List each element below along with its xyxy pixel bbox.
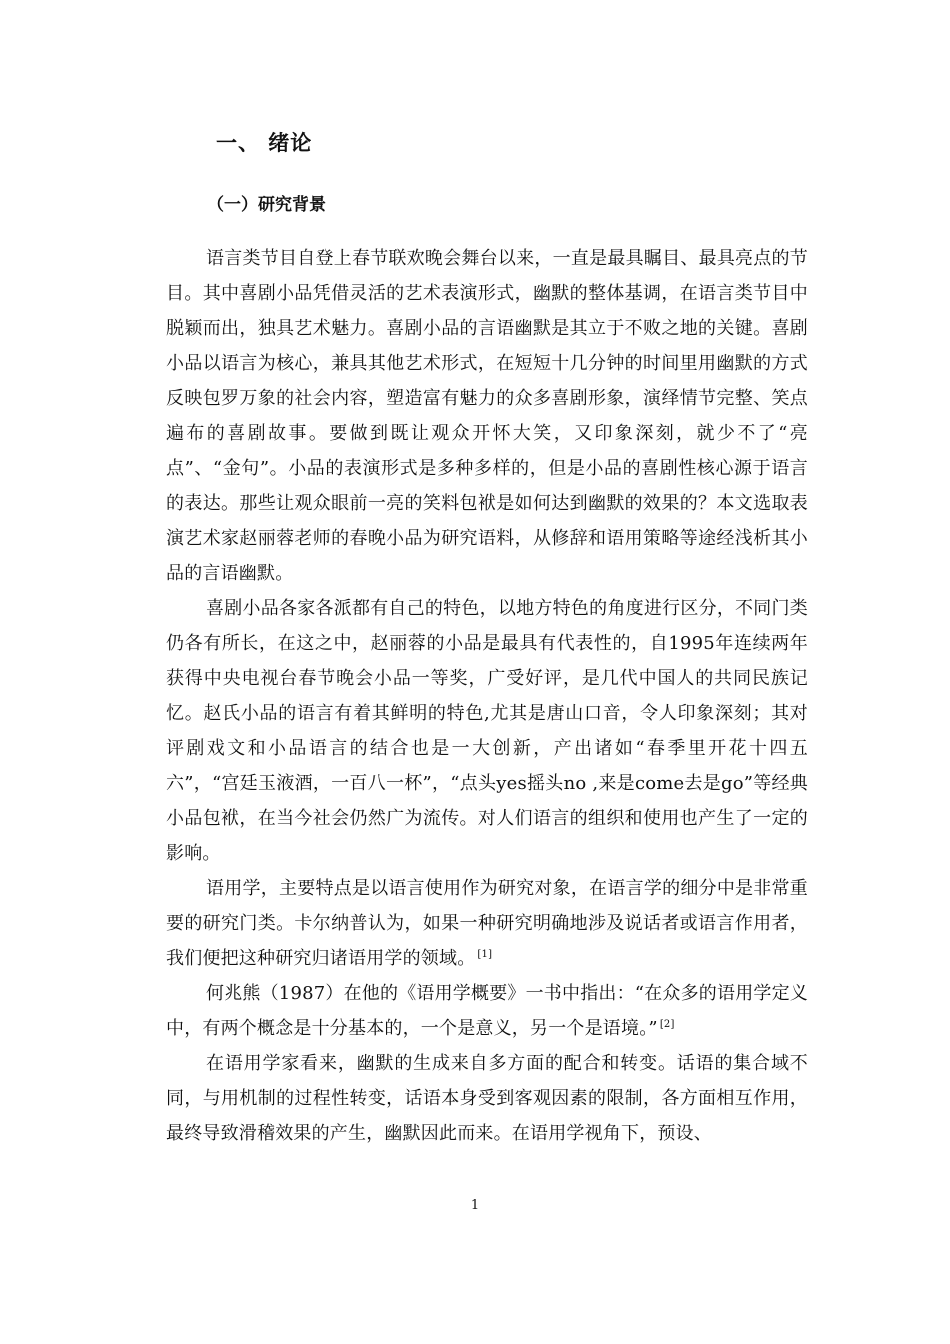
paragraph-text: 语言类节目自登上春节联欢晚会舞台以来，一直是最具瞩目、最具亮点的节目。其中喜剧小品凭借灵活的艺术表演形式，幽默的整体基调，在语言类节目中脱颖而出，独具艺术魅力。喜剧小品的言语幽默是其立于不败之地的关键。喜剧小品以语言为核心，兼具其他艺术形式，在短短十几分钟的时间里用幽默的方式反映包罗万象的社会内容，塑造富有魅力的众多喜剧形象，演绎情节完整、笑点遍布的喜剧故事。要做到既让观众开怀大笑，又印象深刻，就少不了“亮点”、“金句”。小品的表演形式是多种多样的，但是小品的喜剧性核心源于语言的表达。那些让观众眼前一亮的笑料包袱是如何达到幽默的效果的？本文选取表演艺术家赵丽蓉老师的春晚小品为研究语料，从修辞和语用策略等途经浅析其小品的言语幽默。 bbox=[166, 248, 808, 584]
page-number: 1 bbox=[470, 1198, 480, 1213]
footnote-ref[interactable]: [2] bbox=[659, 1019, 675, 1030]
paragraph bbox=[166, 1046, 808, 1151]
footnote-ref[interactable]: [1] bbox=[477, 949, 493, 960]
paragraph-text: 语用学，主要特点是以语言使用作为研究对象，在语言学的细分中是非常重要的研究门类。卡尔纳普认为，如果一种研究明确地涉及说话者或语言作用者，我们便把这种研究归诸语用学的领域。 bbox=[166, 878, 808, 969]
chapter-title: 一、 绪论 bbox=[216, 130, 313, 155]
section-title: （一）研究背景 bbox=[207, 195, 326, 215]
paragraph bbox=[166, 241, 808, 591]
paragraph bbox=[166, 976, 808, 1046]
paragraph-text: 何兆熊（1987）在他的《语用学概要》一书中指出：“在众多的语用学定义中，有两个概念是十分基本的，一个是意义，另一个是语境。” bbox=[166, 983, 809, 1039]
paragraph-text: 喜剧小品各家各派都有自己的特色，以地方特色的角度进行区分，不同门类仍各有所长，在这之中，赵丽蓉的小品是最具有代表性的，自1995年连续两年获得中央电视台春节晚会小品一等奖，广受好评，是几代中国人的共同民族记忆。赵氏小品的语言有着其鲜明的特色,尤其是唐山口音，令人印象深刻；其对评剧戏文和小品语言的结合也是一大创新，产出诸如“春季里开花十四五六”，“宫廷玉液酒，一百八一杯”，“点头yes摇头no ,来是come去是go”等经典小品包袱，在当今社会仍然广为流传。对人们语言的组织和使用也产生了一定的影响。 bbox=[166, 598, 808, 864]
body-text bbox=[166, 241, 808, 1151]
paragraph bbox=[166, 591, 808, 871]
paragraph-text: 在语用学家看来，幽默的生成来自多方面的配合和转变。话语的集合域不同，与用机制的过程性转变，话语本身受到客观因素的限制，各方面相互作用，最终导致滑稽效果的产生，幽默因此而来。在语用学视角下，预设、 bbox=[166, 1053, 808, 1144]
paragraph bbox=[166, 871, 808, 976]
